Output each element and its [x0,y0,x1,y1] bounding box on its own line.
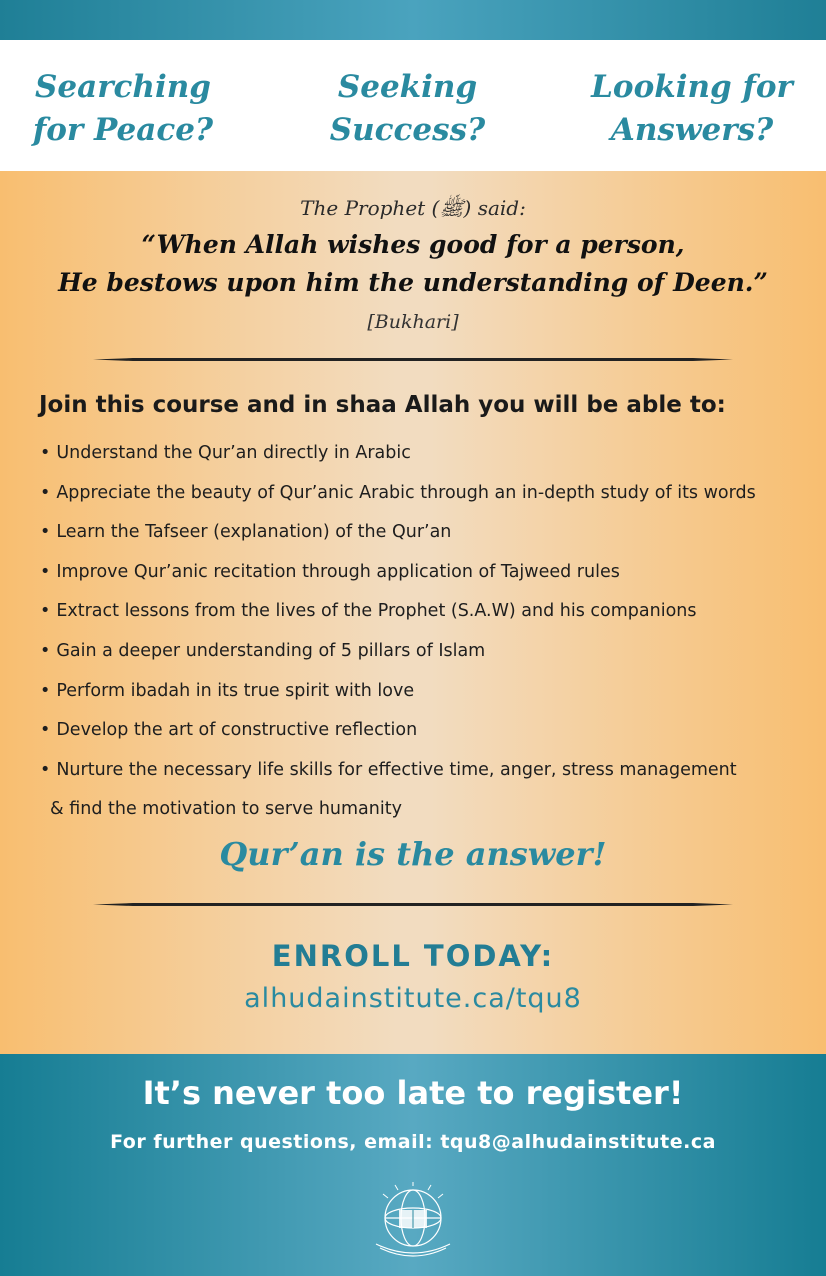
bullet: • [40,601,51,622]
list-item-text: Perform ibadah in its true spirit with love [56,680,415,701]
bullet: • [40,680,51,701]
bullet: • [40,522,51,543]
list-item-continuation: & find the motivation to serve humanity [50,799,402,820]
list-item [40,553,810,593]
enroll-label: ENROLL TODAY [271,939,541,973]
list-item [40,672,810,712]
headline-peace: Searching for Peace? [32,69,214,148]
list-item-text: Nurture the necessary life skills for effective time, anger, stress management [56,759,737,780]
bullet: • [40,640,51,661]
list-item [40,711,810,751]
enroll-colon: : [540,939,555,973]
list-item [40,513,810,553]
list-item-text: Learn the Tafseer (explanation) of the Qur’an [56,522,452,543]
headline-success: Seeking Success? [329,69,486,148]
enroll-url-link[interactable]: alhudainstitute.ca/tqu8 [244,983,582,1014]
bullet: • [40,720,51,741]
enroll-heading [0,939,826,973]
contact-email: For further questions, email: tqu8@alhudainstitute.ca [110,1131,716,1153]
list-item [40,592,810,632]
list-item [40,474,810,514]
bullet: • [40,759,51,780]
quote-line-1: “When Allah wishes good for a person, [141,230,685,259]
bullet: • [40,482,51,503]
course-heading: Join this course and in shaa Allah you will be able to: [39,392,726,418]
headline-row [0,40,826,171]
hadith-quote [0,226,826,302]
benefits-list [40,434,810,830]
divider-bottom [93,902,733,907]
list-item [40,434,810,474]
tagline: Qur’an is the answer! [219,835,607,873]
list-item-text: Appreciate the beauty of Qur’anic Arabic through an in-depth study of its words [56,482,756,503]
list-item-text: Gain a deeper understanding of 5 pillars of Islam [56,640,486,661]
list-item-text: Develop the art of constructive reflection [56,720,418,741]
bullet: • [40,561,51,582]
bullet: • [40,443,51,463]
quote-intro: The Prophet (ﷺ) said: [300,196,526,220]
headline-answers: Looking for Answers? [591,69,793,148]
footer-headline: It’s never too late to register! [142,1074,684,1112]
top-band [0,0,826,40]
main-panel [0,171,826,1054]
quote-source: [Bukhari] [367,311,459,333]
al-huda-emblem-icon [368,1182,458,1262]
list-item [40,751,810,791]
quote-line-2: He bestows upon him the understanding of Deen.” [58,268,768,297]
list-item [40,632,810,672]
list-item-text: Improve Qur’anic recitation through application of Tajweed rules [56,561,620,582]
footer-band [0,1054,826,1276]
list-item-text: Understand the Qur’an directly in Arabic [56,443,411,463]
divider-top [93,357,733,362]
list-item-text: Extract lessons from the lives of the Prophet (S.A.W) and his companions [56,601,697,622]
